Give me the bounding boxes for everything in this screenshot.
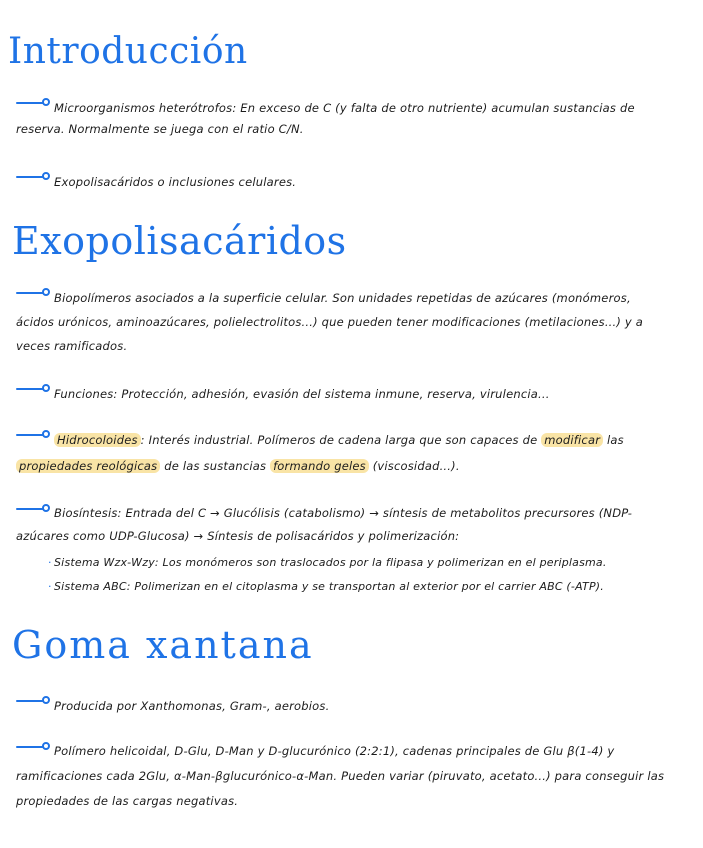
bullet-text: [16, 739, 666, 814]
bullet-intro-2-text: Exopolisacáridos o inclusiones celulares.: [54, 175, 297, 189]
bullet-text: [16, 172, 666, 193]
bullet-text: [16, 384, 666, 405]
bullet-text: [16, 98, 666, 140]
bullet-text: [16, 502, 666, 548]
bullet-intro-1-text: Microorganismos heterótrofos: En exceso de C (y falta de otro nutriente) acumulan sustancias de reserva. Normalmente se juega con el ratio C/N.: [16, 101, 635, 136]
bullet-exo-4-text: Biosíntesis: Entrada del C → Glucólisis (catabolismo) → síntesis de metabolitos precursores (NDP-azúcares como UDP-Glucosa) → Síntesis de polisacáridos y polimerización:: [16, 506, 633, 543]
bullet-exo-1-text: Biopolímeros asociados a la superficie celular. Son unidades repetidas de azúcares (monómeros, ácidos urónicos, aminoazúcares, polielectrolitos...) que pueden tener modificaciones (metilaciones...) y a veces ramificados.: [16, 291, 644, 353]
dot-icon: ·: [48, 580, 52, 593]
sub-bullet-abc: [48, 576, 668, 597]
highlight-hidrocoloides: Hidrocoloides: [54, 433, 141, 447]
heading-introduccion: Introducción: [8, 31, 248, 72]
bullet-text: [16, 696, 666, 717]
bullet-text: [16, 427, 666, 479]
heading-goma-xantana: Goma xantana: [12, 623, 314, 667]
highlight-propiedades-reologicas: propiedades reológicas: [16, 459, 160, 473]
bullet-exo-3-text-d: (viscosidad...).: [372, 459, 460, 473]
sub-bullet-wzx-wzy: [48, 552, 668, 573]
bullet-exo-2-text: Funciones: Protección, adhesión, evasión del sistema inmune, reserva, virulencia...: [54, 387, 550, 401]
bullet-exo-3-text-b: las: [606, 433, 624, 447]
highlight-formando-geles: formando geles: [270, 459, 369, 473]
bullet-goma-2-text: Polímero helicoidal, D-Glu, D-Man y D-glucurónico (2:2:1), cadenas principales de Glu β(1-4) y ramificaciones cada 2Glu, α-Man-βglucurónico-α-Man. Pueden variar (piruvato, acetato...) para conseguir las propiedades de las cargas negativas.: [16, 744, 665, 808]
bullet-goma-1-text: Producida por Xanthomonas, Gram-, aerobios.: [54, 699, 330, 713]
bullet-exo-3-text-c: de las sustancias: [164, 459, 267, 473]
dot-icon: ·: [48, 556, 52, 569]
bullet-exo-3-text-a: : Interés industrial. Polímeros de cadena larga que son capaces de: [140, 433, 538, 447]
sub-bullet-2-text: Sistema ABC: Polimerizan en el citoplasma y se transportan al exterior por el carrier ABC (-ATP).: [54, 580, 604, 593]
bullet-text: [16, 286, 666, 358]
highlight-modificar: modificar: [541, 433, 603, 447]
heading-exopolisacaridos: Exopolisacáridos: [12, 219, 347, 263]
sub-bullet-1-text: Sistema Wzx-Wzy: Los monómeros son traslocados por la flipasa y polimerizan en el periplasma.: [54, 556, 607, 569]
